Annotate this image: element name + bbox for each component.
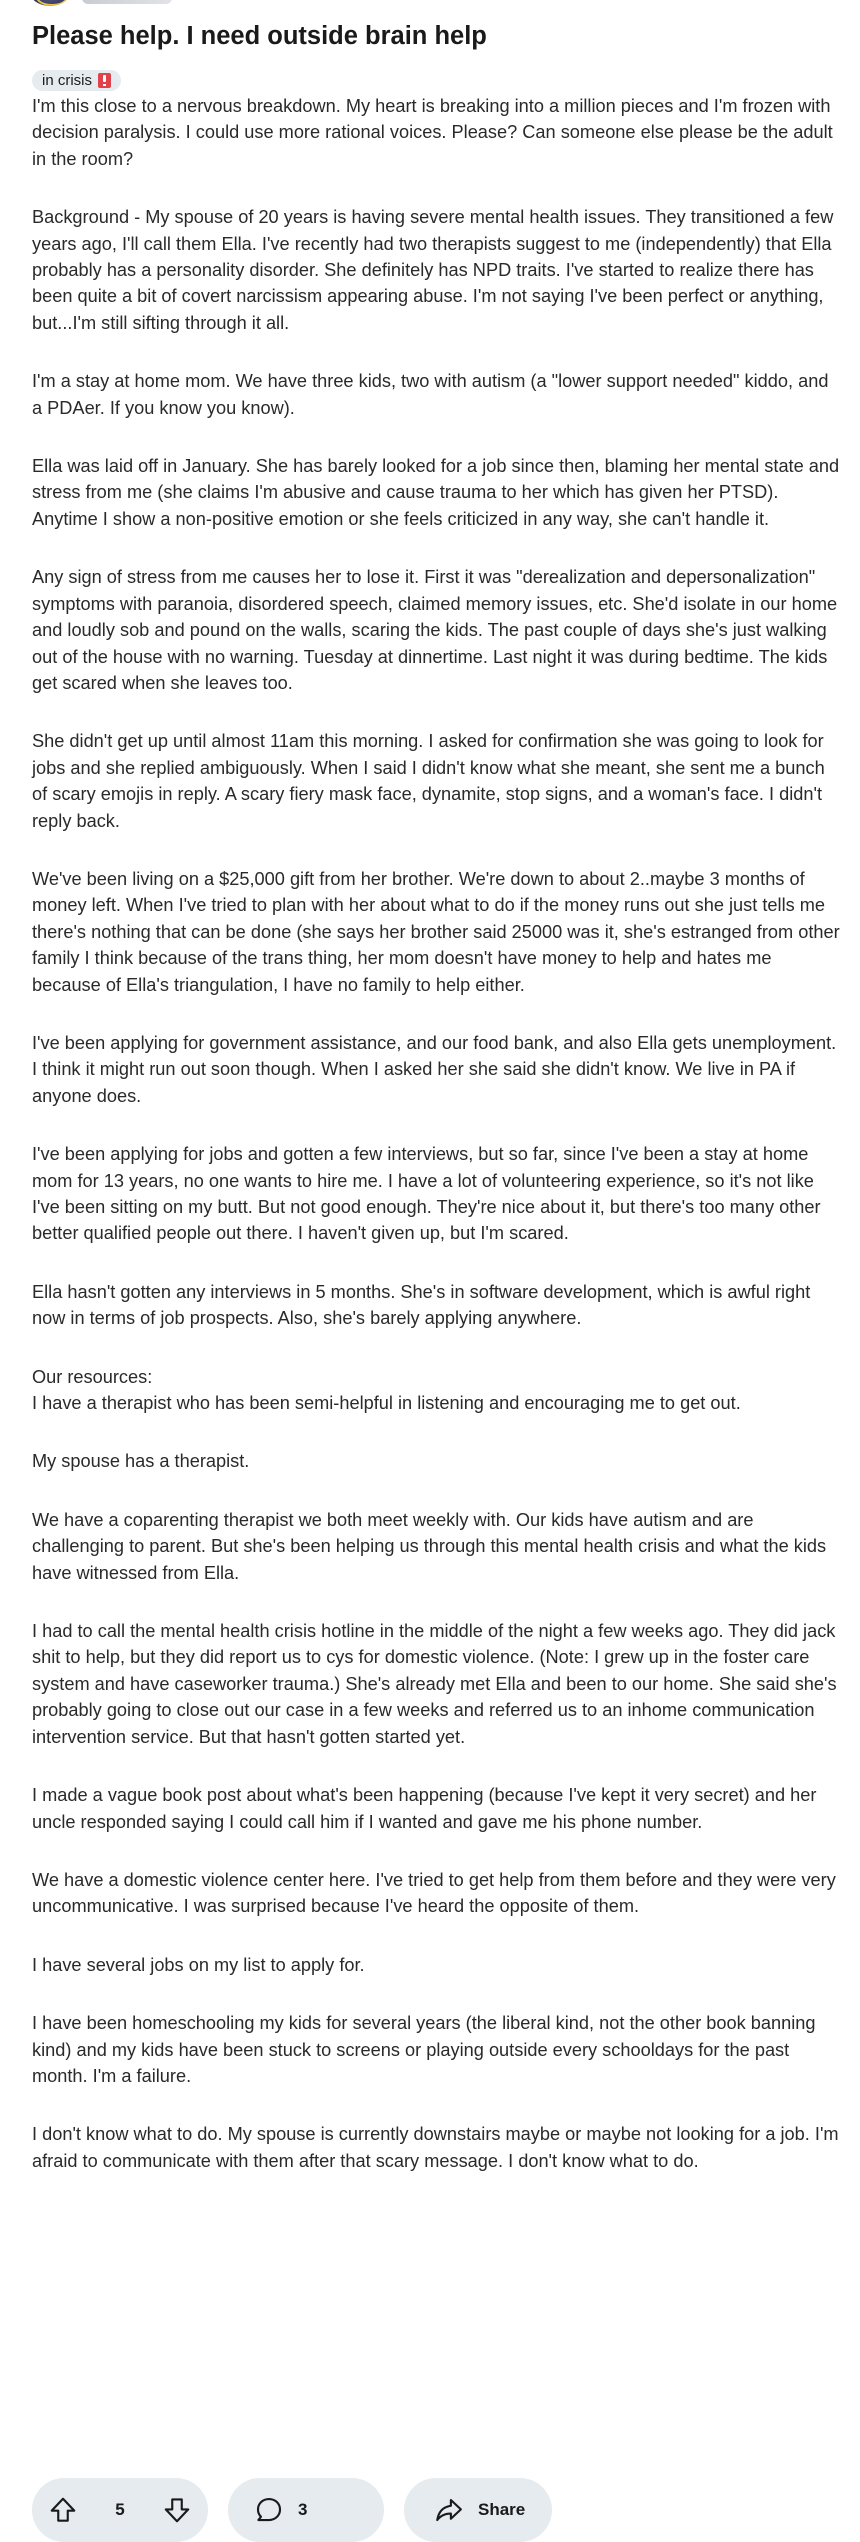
post-flair[interactable] [32, 70, 121, 91]
post-paragraph: I made a vague book post about what's been happening (because I've kept it very secret) and her uncle responded saying I could call him if I wanted and gave me his phone number. [32, 1785, 817, 1832]
comment-bubble-icon [254, 2495, 284, 2525]
post-paragraph: Ella hasn't gotten any interviews in 5 months. She's in software development, which is awful right now in terms of job prospects. Also, she's barely applying anywhere. [32, 1281, 811, 1329]
post-paragraph: I don't know what to do. My spouse is currently downstairs maybe or maybe not looking for a job. I'm afraid to communicate with them after that scary message. I don't know what to do. [32, 2124, 839, 2171]
comments-button[interactable] [228, 2478, 384, 2542]
upvote-arrow-icon[interactable] [48, 2495, 78, 2525]
post-paragraph: I had to call the mental health crisis hotline in the middle of the night a few weeks ago. They did jack shit to help, but they did report us to cys for domestic violence. (Note: I grew up in the foster care system and have caseworker trauma.) She's already met Ella and been to our home. She said she's probably going to close out our case in a few weeks and referred us to an inhome communication intervention service. But that hasn't gotten started yet. [32, 1621, 837, 1747]
post-title: Please help. I need outside brain help [32, 22, 487, 50]
post-paragraph: I've been applying for jobs and gotten a few interviews, but so far, since I've been a stay at home mom for 13 years, no one wants to hire me. I have a lot of volunteering experience, so it's not like I've been sitting on my butt. But not good enough. They're nice about it, but there's too many other better qualified people out there. I haven't given up, but I'm scared. [32, 1144, 821, 1244]
downvote-arrow-icon[interactable] [162, 2495, 192, 2525]
post-body [32, 93, 840, 2206]
post-paragraph: I have been homeschooling my kids for several years (the liberal kind, not the other book banning kind) and my kids have been stuck to screens or playing outside every schooldays for the past month. I'm a failure. [32, 2013, 816, 2086]
post-paragraph: My spouse has a therapist. [32, 1451, 250, 1472]
post-paragraph: She didn't get up until almost 11am this morning. I asked for confirmation she was going to look for jobs and she replied ambiguously. When I said I didn't know what she meant, she sent me a bunch of scary emojis in reply. A scary fiery mask face, dynamite, stop signs, and a woman's face. I didn't reply back. [32, 731, 825, 831]
post-paragraph: I have a therapist who has been semi-helpful in listening and encouraging me to get out. [32, 1393, 741, 1414]
post-paragraph: I'm a stay at home mom. We have three kids, two with autism (a "lower support needed" kiddo, and a PDAer. If you know you know). [32, 371, 829, 418]
post-paragraph: Our resources: [32, 1366, 153, 1387]
post-paragraph: I'm this close to a nervous breakdown. My heart is breaking into a million pieces and I'm frozen with decision paralysis. I could use more rational voices. Please? Can someone else please be the adult in the room? [32, 96, 833, 169]
post-paragraph: Background - My spouse of 20 years is having severe mental health issues. They transitioned a few years ago, I'll call them Ella. I've recently had two therapists suggest to me (independently) that Ella probably has a personality disorder. She definitely has NPD traits. I've started to realize there has been quite a bit of covert narcissism appearing abuse. I'm not saying I've been perfect or anything, but...I'm still sifting through it all. [32, 207, 834, 333]
post-paragraph: We've been living on a $25,000 gift from her brother. We're down to about 2..maybe 3 months of money left. When I've tried to plan with her about what to do if the money runs out she just tells me there's nothing that can be done (she says her brother said 25000 was it, she's estranged from other family I think because of the trans thing, her mom doesn't have money to help and hates me because of Ella's triangulation, I have no family to help either. [32, 868, 840, 995]
share-button[interactable] [404, 2478, 552, 2542]
warning-square-icon [98, 73, 111, 88]
post-paragraph: I've been applying for government assistance, and our food bank, and also Ella gets unemployment. I think it might run out soon though. When I asked her she said she didn't know. We live in PA if anyone does. [32, 1032, 837, 1106]
post-paragraph: Ella was laid off in January. She has barely looked for a job since then, blaming her mental state and stress from me (she claims I'm abusive and cause trauma to her which has given her PTSD). Anytime I show a non-positive emotion or she feels criticized in any way, she can't handle it. [32, 456, 840, 529]
share-label: Share [478, 2500, 526, 2519]
share-arrow-icon [434, 2495, 464, 2525]
author-name[interactable] [82, 0, 172, 4]
post-paragraph: Any sign of stress from me causes her to lose it. First it was "derealization and depersonalization" symptoms with paranoia, disordered speech, claimed memory issues, etc. She'd isolate in our home and loudly sob and pound on the walls, scaring the kids. The past couple of days she's just walking out of the house with no warning. Tuesday at dinnertime. Last night it was during bedtime. The kids get scared when she leaves too. [32, 567, 838, 693]
post-paragraph: I have several jobs on my list to apply for. [32, 1954, 365, 1975]
vote-control [32, 2478, 208, 2542]
post-paragraph: We have a domestic violence center here. I've tried to get help from them before and they were very uncommunicative. I was surprised because I've heard the opposite of them. [32, 1869, 836, 1917]
comment-count: 3 [298, 2500, 308, 2519]
flair-label: in crisis [42, 72, 93, 89]
post-action-bar [32, 2478, 552, 2542]
post-paragraph: We have a coparenting therapist we both meet weekly with. Our kids have autism and are challenging to parent. But she's been helping us through this mental health crisis and what the kids have witnessed from Ella. [32, 1509, 827, 1583]
avatar[interactable] [30, 0, 70, 6]
vote-count: 5 [115, 2500, 125, 2519]
